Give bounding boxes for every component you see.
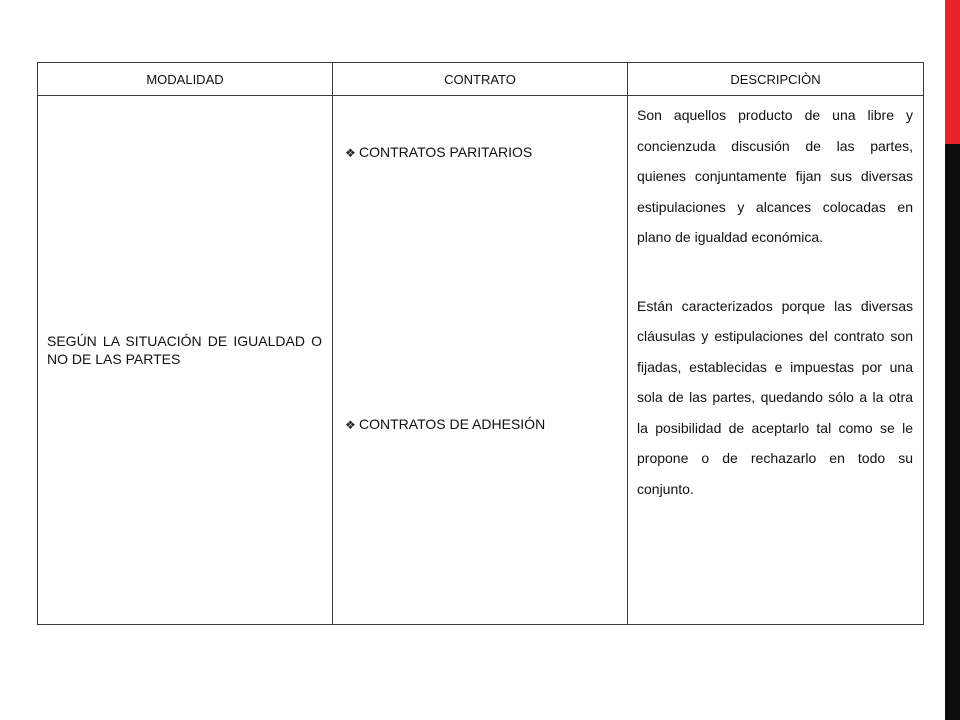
contrato-item-paritarios (345, 144, 532, 160)
contrato-item-adhesion (345, 416, 545, 432)
accent-bar-red (945, 0, 960, 144)
accent-bar-black (945, 144, 960, 720)
table-row (38, 96, 924, 625)
modalidad-text: SEGÚN LA SITUACIÓN DE IGUALDAD O NO DE LAS PARTES (47, 333, 322, 367)
header-descripcion: DESCRIPCIÒN (628, 63, 924, 96)
modalidad-cell (38, 96, 333, 625)
descripcion-paritarios: Son aquellos producto de una libre y concienzuda discusión de las partes, quienes conjuntamente fijan sus diversas estipulaciones y alcances colocadas en plano de igualdad económica. (637, 107, 913, 245)
table-header-row (38, 63, 924, 96)
contrato-cell (333, 96, 628, 625)
header-contrato: CONTRATO (333, 63, 628, 96)
header-modalidad: MODALIDAD (38, 63, 333, 96)
contracts-table (37, 62, 924, 625)
contrato-label: CONTRATOS PARITARIOS (359, 144, 533, 160)
descripcion-adhesion: Están caracterizados porque las diversas cláusulas y estipulaciones del contrato son fijadas, establecidas e impuestas por una sola de las partes, quedando sólo a la otra la posibilidad de aceptarlo tal como se le propone o de rechazarlo en todo su conjunto. (637, 297, 913, 497)
contrato-label: CONTRATOS DE ADHESIÓN (359, 416, 546, 432)
diamond-bullet-icon: ❖ (345, 146, 356, 160)
descripcion-cell (628, 96, 924, 625)
diamond-bullet-icon: ❖ (345, 418, 356, 432)
